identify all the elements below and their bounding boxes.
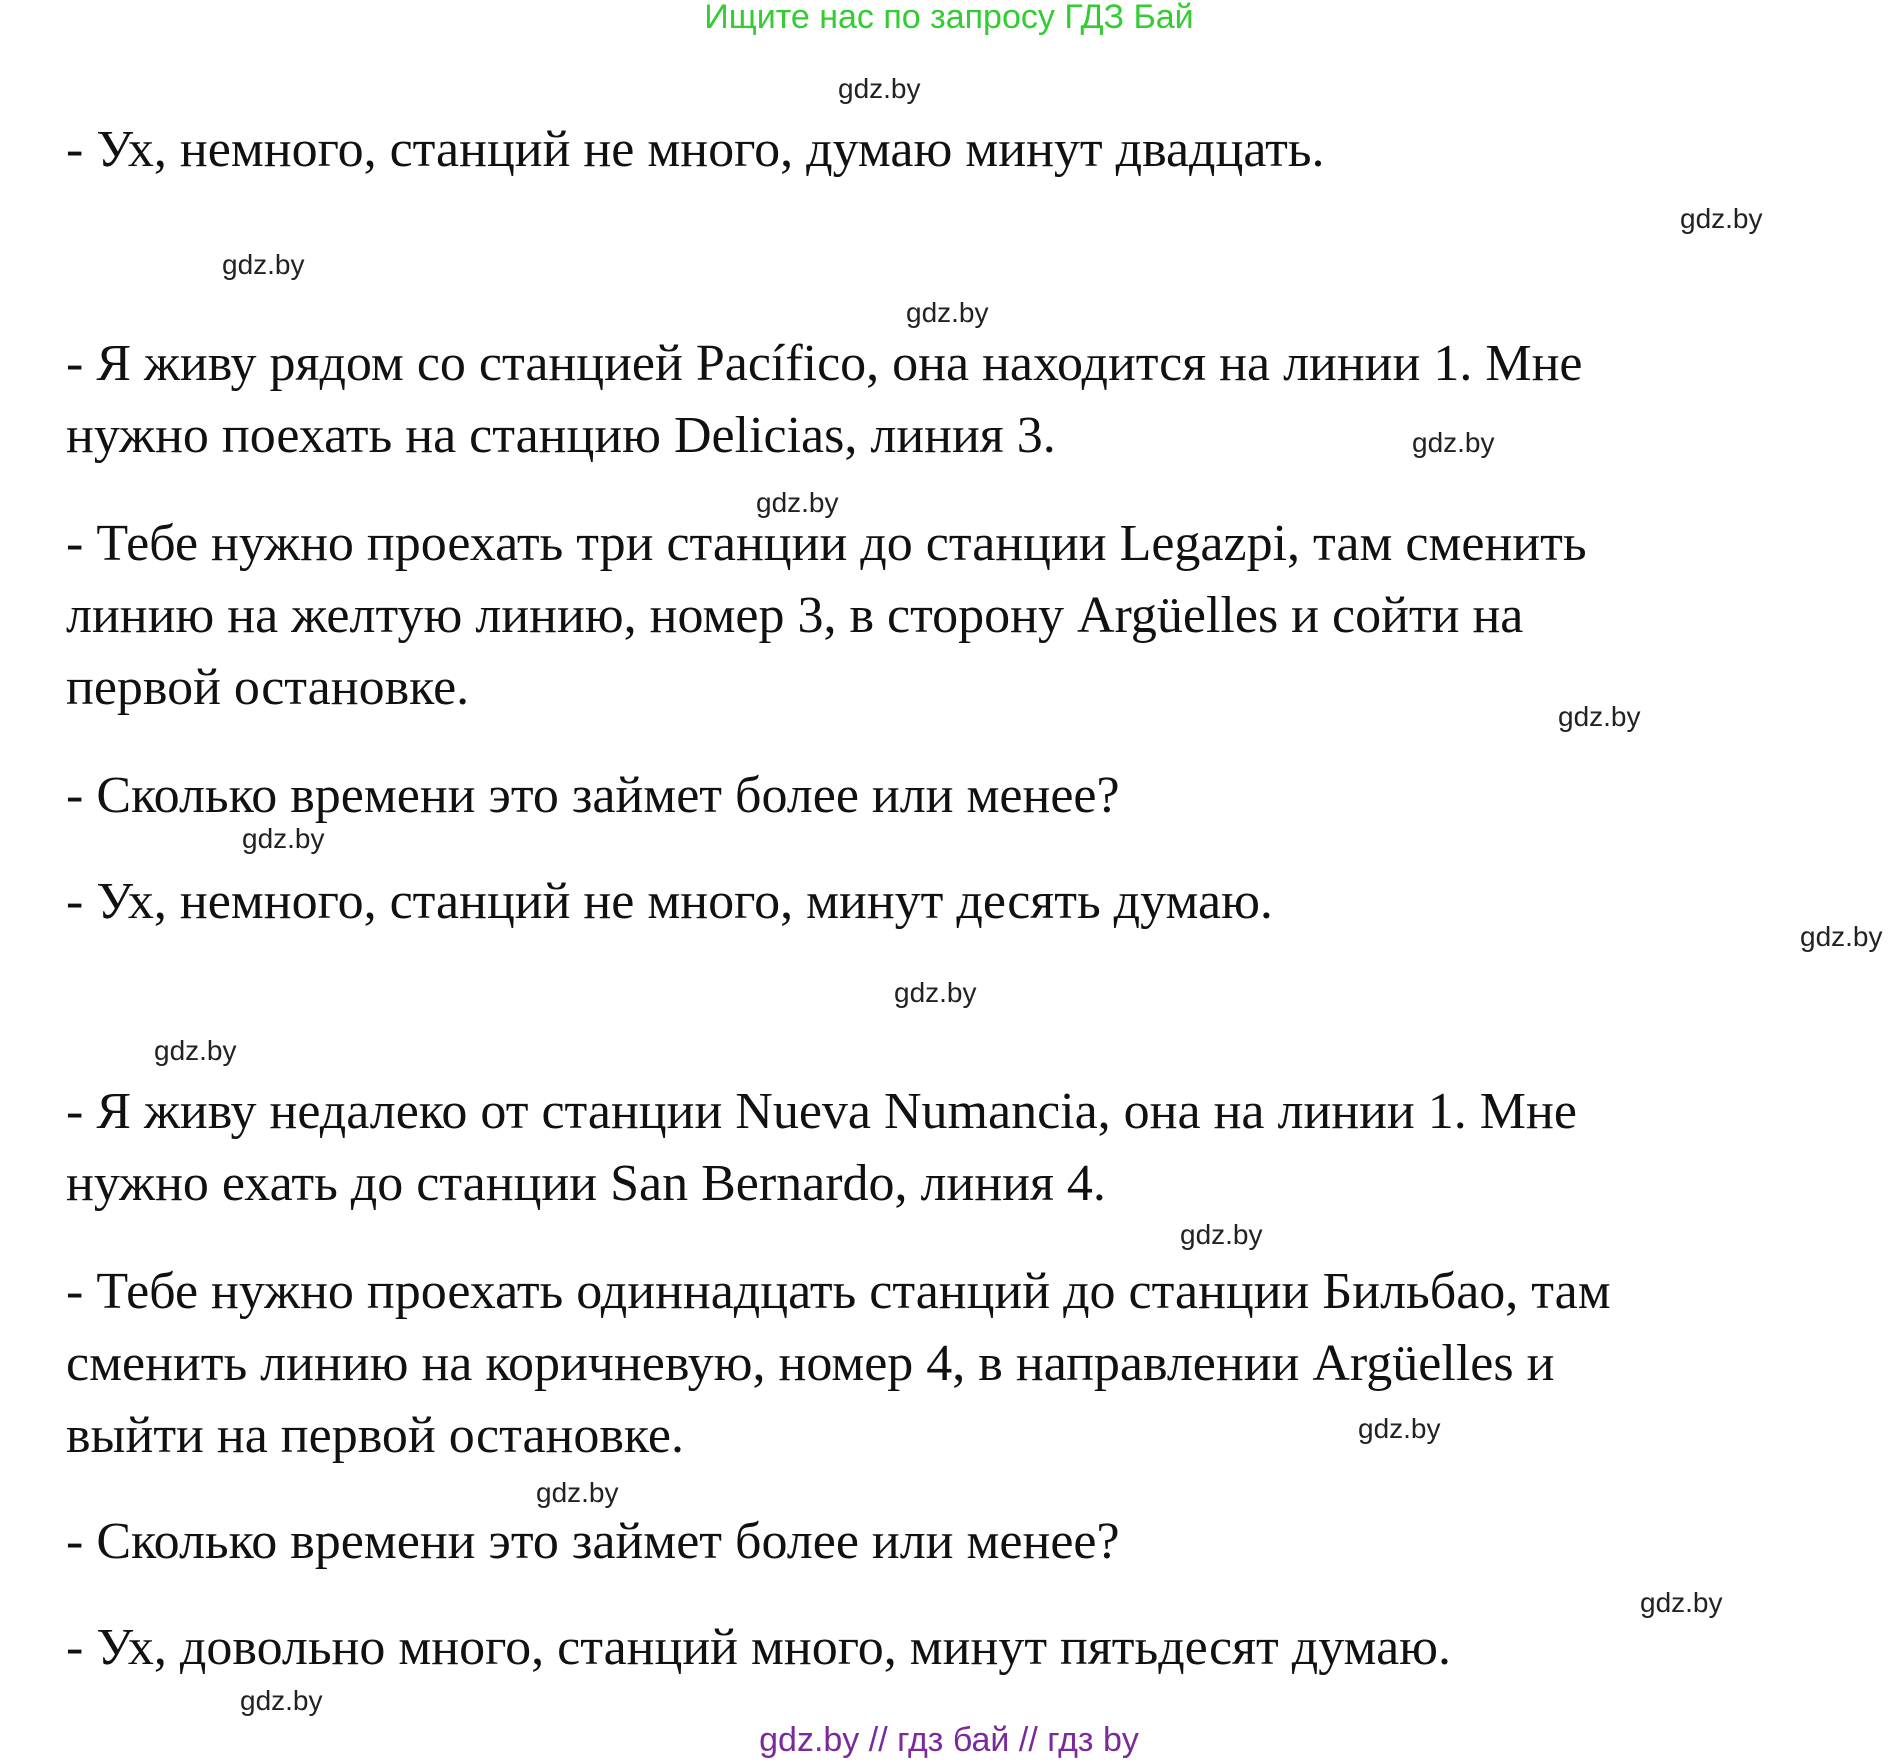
dialogue-line: - Я живу недалеко от станции Nueva Numancia, она на линии 1. Мне [66, 1083, 1577, 1140]
dialogue-line: нужно поехать на станцию Delicias, линия 3. [66, 407, 1056, 464]
dialogue-line: первой остановке. [66, 659, 470, 716]
dialogue-line: - Сколько времени это займет более или менее? [66, 1513, 1120, 1570]
dialogue-line: - Тебе нужно проехать три станции до станции Legazpi, там сменить [66, 515, 1587, 572]
watermark: gdz.by [1358, 1413, 1441, 1444]
dialogue-line: нужно ехать до станции San Bernardo, линия 4. [66, 1155, 1106, 1212]
watermark: gdz.by [1640, 1587, 1723, 1618]
dialogue-line: выйти на первой остановке. [66, 1407, 684, 1464]
watermark: gdz.by [154, 1035, 237, 1066]
dialogue-line: - Сколько времени это займет более или менее? [66, 767, 1120, 824]
watermark: gdz.by [1558, 701, 1641, 732]
watermark: gdz.by [894, 977, 977, 1008]
footer-links: gdz.by // гдз бай // гдз by [759, 1721, 1139, 1759]
watermark: gdz.by [536, 1477, 619, 1508]
watermark: gdz.by [838, 73, 921, 104]
watermark: gdz.by [222, 249, 305, 280]
watermark: gdz.by [1180, 1219, 1263, 1250]
dialogue-line: - Я живу рядом со станцией Pacífico, она находится на линии 1. Мне [66, 335, 1583, 392]
dialogue-line: - Ух, довольно много, станций много, минут пятьдесят думаю. [66, 1619, 1452, 1676]
dialogue-line: сменить линию на коричневую, номер 4, в направлении Argüelles и [66, 1335, 1555, 1392]
watermark: gdz.by [240, 1685, 323, 1716]
watermark: gdz.by [1680, 203, 1763, 234]
search-banner: Ищите нас по запросу ГДЗ Бай [704, 0, 1194, 36]
dialogue-line: - Ух, немного, станций не много, думаю минут двадцать. [66, 121, 1325, 178]
watermark: gdz.by [1800, 921, 1883, 952]
dialogue-line: линию на желтую линию, номер 3, в сторону Argüelles и сойти на [66, 587, 1524, 644]
watermark: gdz.by [242, 823, 325, 854]
dialogue-line: - Тебе нужно проехать одиннадцать станций до станции Бильбао, там [66, 1263, 1611, 1320]
dialogue-line: - Ух, немного, станций не много, минут десять думаю. [66, 873, 1273, 930]
watermark: gdz.by [756, 487, 839, 518]
watermark: gdz.by [906, 297, 989, 328]
watermark: gdz.by [1412, 427, 1495, 458]
